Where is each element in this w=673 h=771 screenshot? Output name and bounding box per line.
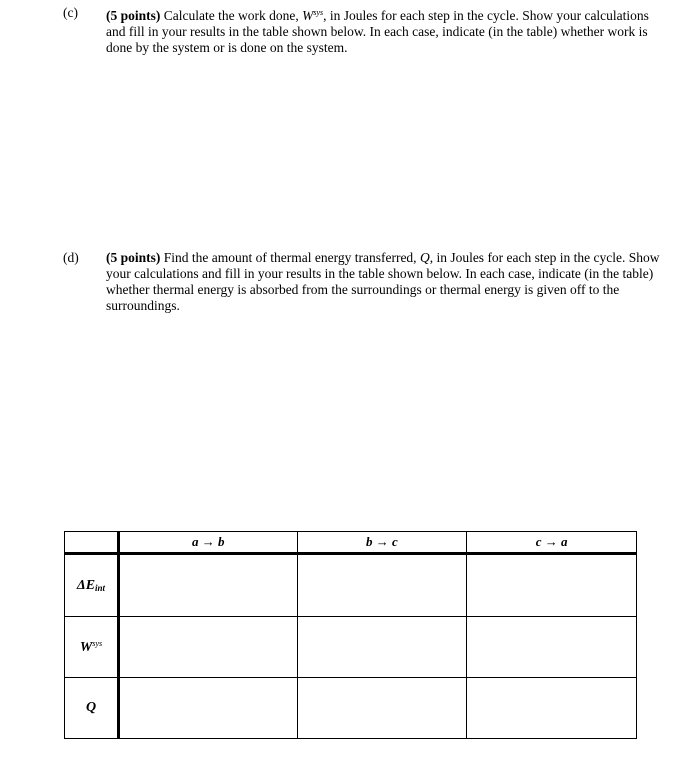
table-row-q [65,678,637,739]
row-header-q: Q [65,678,119,739]
table-header-row [65,532,637,554]
question-c-text-before: Calculate the work done, [160,8,303,23]
question-c-points: (5 points) [106,8,161,23]
question-c-text [106,5,666,56]
row-header-w-sys: $W^{sys}$ [65,617,119,678]
table-row-delta-e-int [65,554,637,617]
answer-cell-delta-e-int-c-a[interactable] [467,554,637,617]
column-header-a-b: a → b [119,532,298,554]
answer-cell-w-sys-a-b[interactable] [119,617,298,678]
column-header-c-a: c → a [467,532,637,554]
answer-cell-delta-e-int-b-c[interactable] [297,554,467,617]
question-d-text [106,250,666,314]
question-d-label: (d) [63,250,79,265]
answer-cell-w-sys-c-a[interactable] [467,617,637,678]
row-header-delta-e-int: $\Delta E_{int}$ [65,554,119,617]
table-row-w-sys [65,617,637,678]
question-d-text-after: , in Joules for each step in the cycle. Show your calculations and fill in your results in the table shown below. In each case, indicate (in the table) whether thermal energy is absorbed from the surroundings or thermal energy is given off to the surroundings. [106,250,660,313]
question-d-points: (5 points) [106,250,161,265]
column-header-b-c: b → c [297,532,467,554]
question-c-label: (c) [63,5,78,20]
question-c-w-symbol: $W^{sys}$ [302,8,324,23]
results-table [64,531,637,739]
answer-cell-q-a-b[interactable] [119,678,298,739]
answer-cell-q-c-a[interactable] [467,678,637,739]
question-d-text-before: Find the amount of thermal energy transferred, [160,250,420,265]
answer-cell-delta-e-int-a-b[interactable] [119,554,298,617]
question-c-text-after: , in Joules for each step in the cycle. Show your calculations and fill in your results in the table shown below. In each case, indicate (in the table) whether work is done by the system or is done on the system. [106,8,649,55]
question-d-q-symbol: Q [419,250,430,265]
answer-cell-q-b-c[interactable] [297,678,467,739]
answer-cell-w-sys-b-c[interactable] [297,617,467,678]
table-corner-cell [65,532,119,554]
